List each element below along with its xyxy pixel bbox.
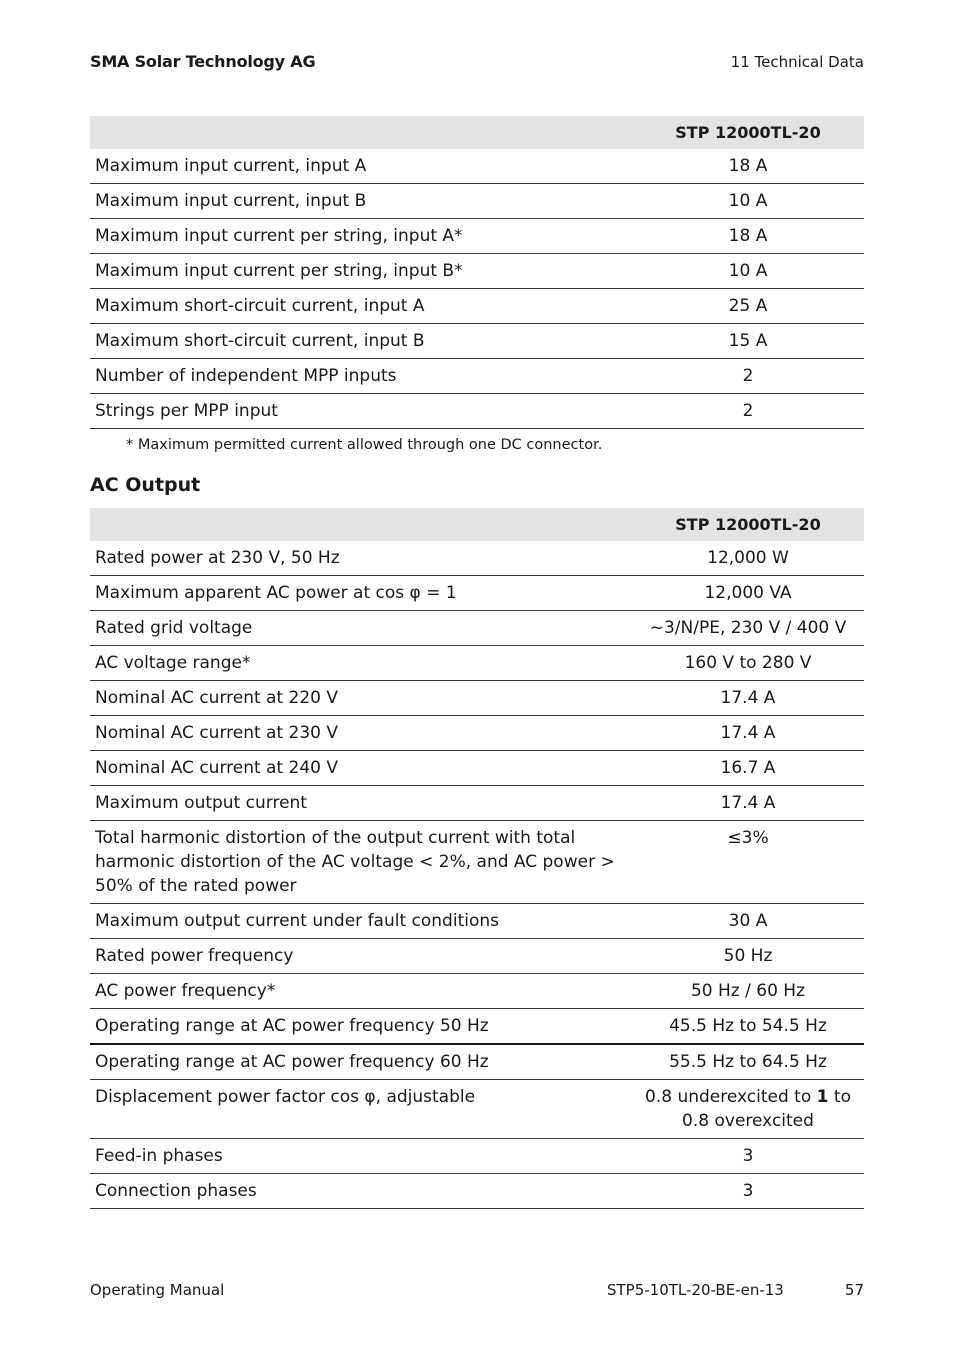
- row-label: Total harmonic distortion of the output current with total harmonic distortion of the AC voltage < 2%, and AC power > 50% of the rated power: [90, 821, 632, 904]
- row-value: 2: [632, 359, 864, 394]
- table-row: [90, 611, 864, 646]
- row-label: Nominal AC current at 220 V: [90, 681, 632, 716]
- row-label: Maximum apparent AC power at cos φ = 1: [90, 576, 632, 611]
- row-value: 18 A: [632, 219, 864, 254]
- row-label: Strings per MPP input: [90, 394, 632, 429]
- row-label: Displacement power factor cos φ, adjustable: [90, 1080, 632, 1139]
- row-value: 30 A: [632, 904, 864, 939]
- table-row: [90, 904, 864, 939]
- value-part: 0.8 underexcited to: [645, 1087, 817, 1107]
- row-label: Rated grid voltage: [90, 611, 632, 646]
- row-value: 3: [632, 1139, 864, 1174]
- row-value: 2: [632, 394, 864, 429]
- row-value: 25 A: [632, 289, 864, 324]
- table-row: [90, 821, 864, 904]
- row-label: Rated power at 230 V, 50 Hz: [90, 541, 632, 576]
- dc-input-table: [90, 116, 864, 429]
- row-label: Feed-in phases: [90, 1139, 632, 1174]
- table-header-row: [90, 116, 864, 149]
- row-value: 17.4 A: [632, 716, 864, 751]
- value-bold-part: 1: [816, 1087, 829, 1107]
- table-row: [90, 1174, 864, 1209]
- table-row: [90, 646, 864, 681]
- row-value: 10 A: [632, 184, 864, 219]
- model-header: STP 12000TL-20: [632, 508, 864, 541]
- table-row: [90, 149, 864, 184]
- row-label: AC power frequency*: [90, 974, 632, 1009]
- table-header-row: [90, 508, 864, 541]
- company-name: SMA Solar Technology AG: [90, 52, 316, 71]
- table-row: [90, 324, 864, 359]
- row-value: 12,000 VA: [632, 576, 864, 611]
- table-row: [90, 394, 864, 429]
- table-row: [90, 1139, 864, 1174]
- row-label: Maximum output current under fault conditions: [90, 904, 632, 939]
- footer-manual-label: Operating Manual: [90, 1281, 225, 1299]
- table-row: [90, 1044, 864, 1080]
- value-part: to 0.8 overexcited: [682, 1087, 851, 1131]
- row-label: Operating range at AC power frequency 60 Hz: [90, 1044, 632, 1080]
- row-value: 18 A: [632, 149, 864, 184]
- row-label: Number of independent MPP inputs: [90, 359, 632, 394]
- table-row: [90, 219, 864, 254]
- page-number: 57: [844, 1281, 864, 1299]
- table-row: [90, 1009, 864, 1045]
- row-value: 12,000 W: [632, 541, 864, 576]
- table-row: [90, 751, 864, 786]
- table-row: [90, 359, 864, 394]
- table-row: [90, 541, 864, 576]
- row-label: Nominal AC current at 240 V: [90, 751, 632, 786]
- table-row: [90, 576, 864, 611]
- row-label: Nominal AC current at 230 V: [90, 716, 632, 751]
- model-header: STP 12000TL-20: [632, 116, 864, 149]
- row-value: 16.7 A: [632, 751, 864, 786]
- row-value: 50 Hz / 60 Hz: [632, 974, 864, 1009]
- row-value: ~3/N/PE, 230 V / 400 V: [632, 611, 864, 646]
- header-label-cell: [90, 508, 632, 541]
- row-label: AC voltage range*: [90, 646, 632, 681]
- footer-doc-id: STP5-10TL-20-BE-en-13: [607, 1281, 784, 1299]
- row-value: 10 A: [632, 254, 864, 289]
- table-row: [90, 254, 864, 289]
- row-label: Maximum input current, input B: [90, 184, 632, 219]
- table-row: [90, 681, 864, 716]
- table-row: [90, 974, 864, 1009]
- ac-output-table: [90, 508, 864, 1209]
- row-label: Maximum short-circuit current, input B: [90, 324, 632, 359]
- header-label-cell: [90, 116, 632, 149]
- table-row: [90, 184, 864, 219]
- row-value: 55.5 Hz to 64.5 Hz: [632, 1044, 864, 1080]
- row-value: [632, 1080, 864, 1139]
- row-value: 17.4 A: [632, 786, 864, 821]
- row-value: 3: [632, 1174, 864, 1209]
- row-value: 15 A: [632, 324, 864, 359]
- row-value: 17.4 A: [632, 681, 864, 716]
- row-label: Rated power frequency: [90, 939, 632, 974]
- row-value: 160 V to 280 V: [632, 646, 864, 681]
- table-row: [90, 786, 864, 821]
- row-label: Maximum output current: [90, 786, 632, 821]
- dc-footnote: * Maximum permitted current allowed through one DC connector.: [126, 437, 603, 453]
- row-value: ≤3%: [632, 821, 864, 904]
- table-row: [90, 1080, 864, 1139]
- table-row: [90, 289, 864, 324]
- row-label: Connection phases: [90, 1174, 632, 1209]
- row-label: Operating range at AC power frequency 50 Hz: [90, 1009, 632, 1045]
- section-title-header: 11 Technical Data: [730, 53, 864, 71]
- row-label: Maximum short-circuit current, input A: [90, 289, 632, 324]
- table-row: [90, 716, 864, 751]
- ac-output-heading: AC Output: [90, 474, 201, 496]
- row-label: Maximum input current per string, input B*: [90, 254, 632, 289]
- table-row: [90, 939, 864, 974]
- row-value: 50 Hz: [632, 939, 864, 974]
- row-value: 45.5 Hz to 54.5 Hz: [632, 1009, 864, 1045]
- row-label: Maximum input current, input A: [90, 149, 632, 184]
- row-label: Maximum input current per string, input A*: [90, 219, 632, 254]
